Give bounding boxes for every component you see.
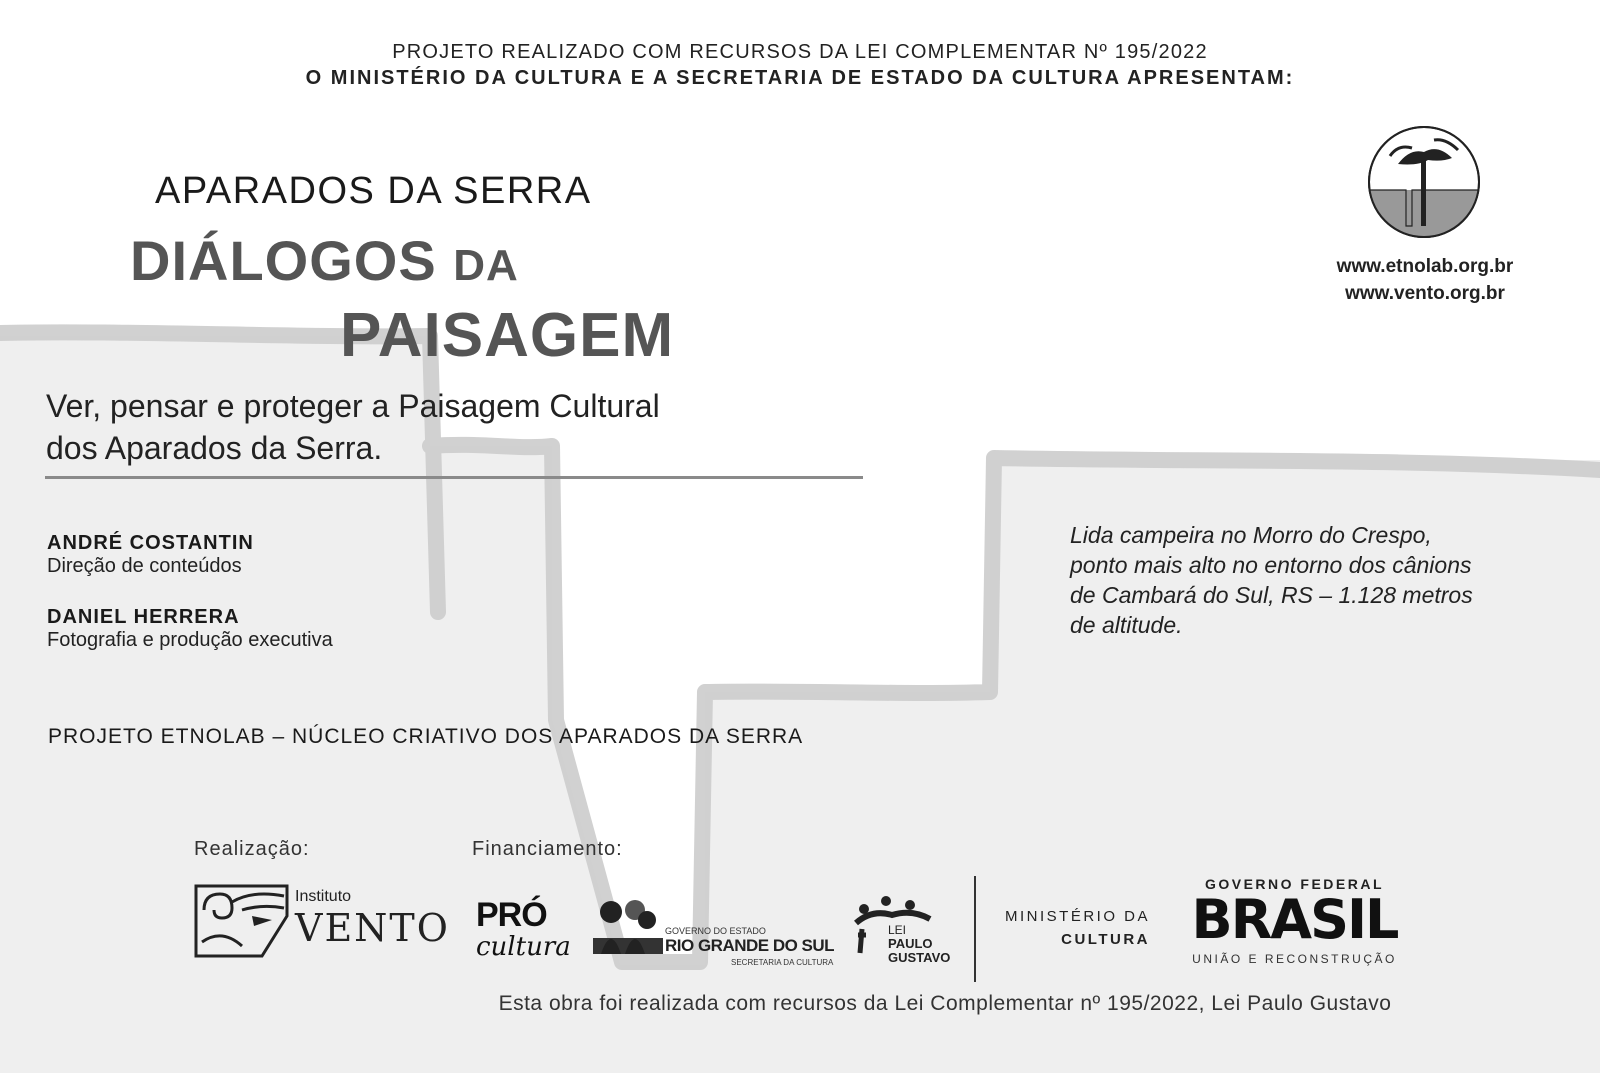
subtitle-line-2: dos Aparados da Serra. xyxy=(46,430,383,466)
credit-name: DANIEL HERRERA xyxy=(47,606,240,628)
credit-role: Direção de conteúdos xyxy=(47,555,242,577)
title-da: DA xyxy=(453,241,519,290)
caption-line: de altitude. xyxy=(1070,612,1183,638)
rgs-main-label: RIO GRANDE DO SUL xyxy=(665,936,835,955)
subtitle xyxy=(46,385,846,469)
header-line-2: O MINISTÉRIO DA CULTURA E A SECRETARIA DE ESTADO DA CULTURA APRESENTAM: xyxy=(305,67,1295,89)
minc-logo xyxy=(990,908,1150,948)
lpg-line-2: PAULO xyxy=(888,936,933,951)
credit-role: Fotografia e produção executiva xyxy=(47,629,333,651)
rgs-top-label: GOVERNO DO ESTADO xyxy=(665,926,766,936)
brasil-label: BRASIL xyxy=(1191,888,1398,951)
lpg-line-3: GUSTAVO xyxy=(888,950,951,965)
instituto-vento-logo xyxy=(192,880,450,960)
vento-face-icon xyxy=(192,880,292,960)
rgs-silhouette-icon xyxy=(593,898,663,956)
minc-line-2: CULTURA xyxy=(1061,931,1150,948)
minc-line-1: MINISTÉRIO DA xyxy=(1004,908,1150,925)
realizacao-label: Realização: xyxy=(194,838,310,860)
cultura-label: cultura xyxy=(476,932,571,962)
pro-cultura-logo xyxy=(476,896,571,962)
gov-bottom-label: UNIÃO E RECONSTRUÇÃO xyxy=(1192,952,1397,966)
footer-note: Esta obra foi realizada com recursos da Lei Complementar nº 195/2022, Lei Paulo Gustavo xyxy=(498,992,1392,1015)
etnolab-tree-logo-icon xyxy=(1368,126,1480,238)
instituto-label: Instituto xyxy=(295,888,352,905)
credit-1 xyxy=(47,532,254,578)
caption-line: de Cambará do Sul, RS – 1.128 metros xyxy=(1070,582,1473,608)
caption-line: ponto mais alto no entorno dos cânions xyxy=(1070,552,1472,578)
vento-label: VENTO xyxy=(295,906,450,950)
rgs-logo xyxy=(593,898,835,968)
caption-line: Lida campeira no Morro do Crespo, xyxy=(1070,522,1432,548)
project-name: PROJETO ETNOLAB – NÚCLEO CRIATIVO DOS APARADOS DA SERRA xyxy=(48,725,804,748)
pro-label: PRÓ xyxy=(476,896,547,934)
subtitle-line-1: Ver, pensar e proteger a Paisagem Cultural xyxy=(46,388,660,424)
lei-paulo-gustavo-logo xyxy=(852,895,962,965)
rgs-bottom-label: SECRETARIA DA CULTURA xyxy=(731,958,834,967)
sponsor-divider xyxy=(974,876,976,982)
title-line-2 xyxy=(130,228,519,293)
divider-rule xyxy=(45,476,863,479)
header-line-1: PROJETO REALIZADO COM RECURSOS DA LEI COMPLEMENTAR Nº 195/2022 xyxy=(392,41,1208,63)
credit-2 xyxy=(47,606,333,652)
lpg-line-1: LEI xyxy=(888,923,907,937)
credit-name: ANDRÉ COSTANTIN xyxy=(47,532,254,554)
financiamento-label: Financiamento: xyxy=(472,838,623,860)
title-dialogos: DIÁLOGOS xyxy=(130,229,437,292)
title-line-3: PAISAGEM xyxy=(340,301,675,370)
website-vento[interactable]: www.vento.org.br xyxy=(1345,283,1505,304)
title-line-1: APARADOS DA SERRA xyxy=(155,170,592,212)
photo-caption xyxy=(1070,520,1580,640)
gov-top-label: GOVERNO FEDERAL xyxy=(1204,876,1385,892)
governo-federal-logo xyxy=(1182,876,1407,966)
website-etnolab[interactable]: www.etnolab.org.br xyxy=(1336,256,1514,277)
